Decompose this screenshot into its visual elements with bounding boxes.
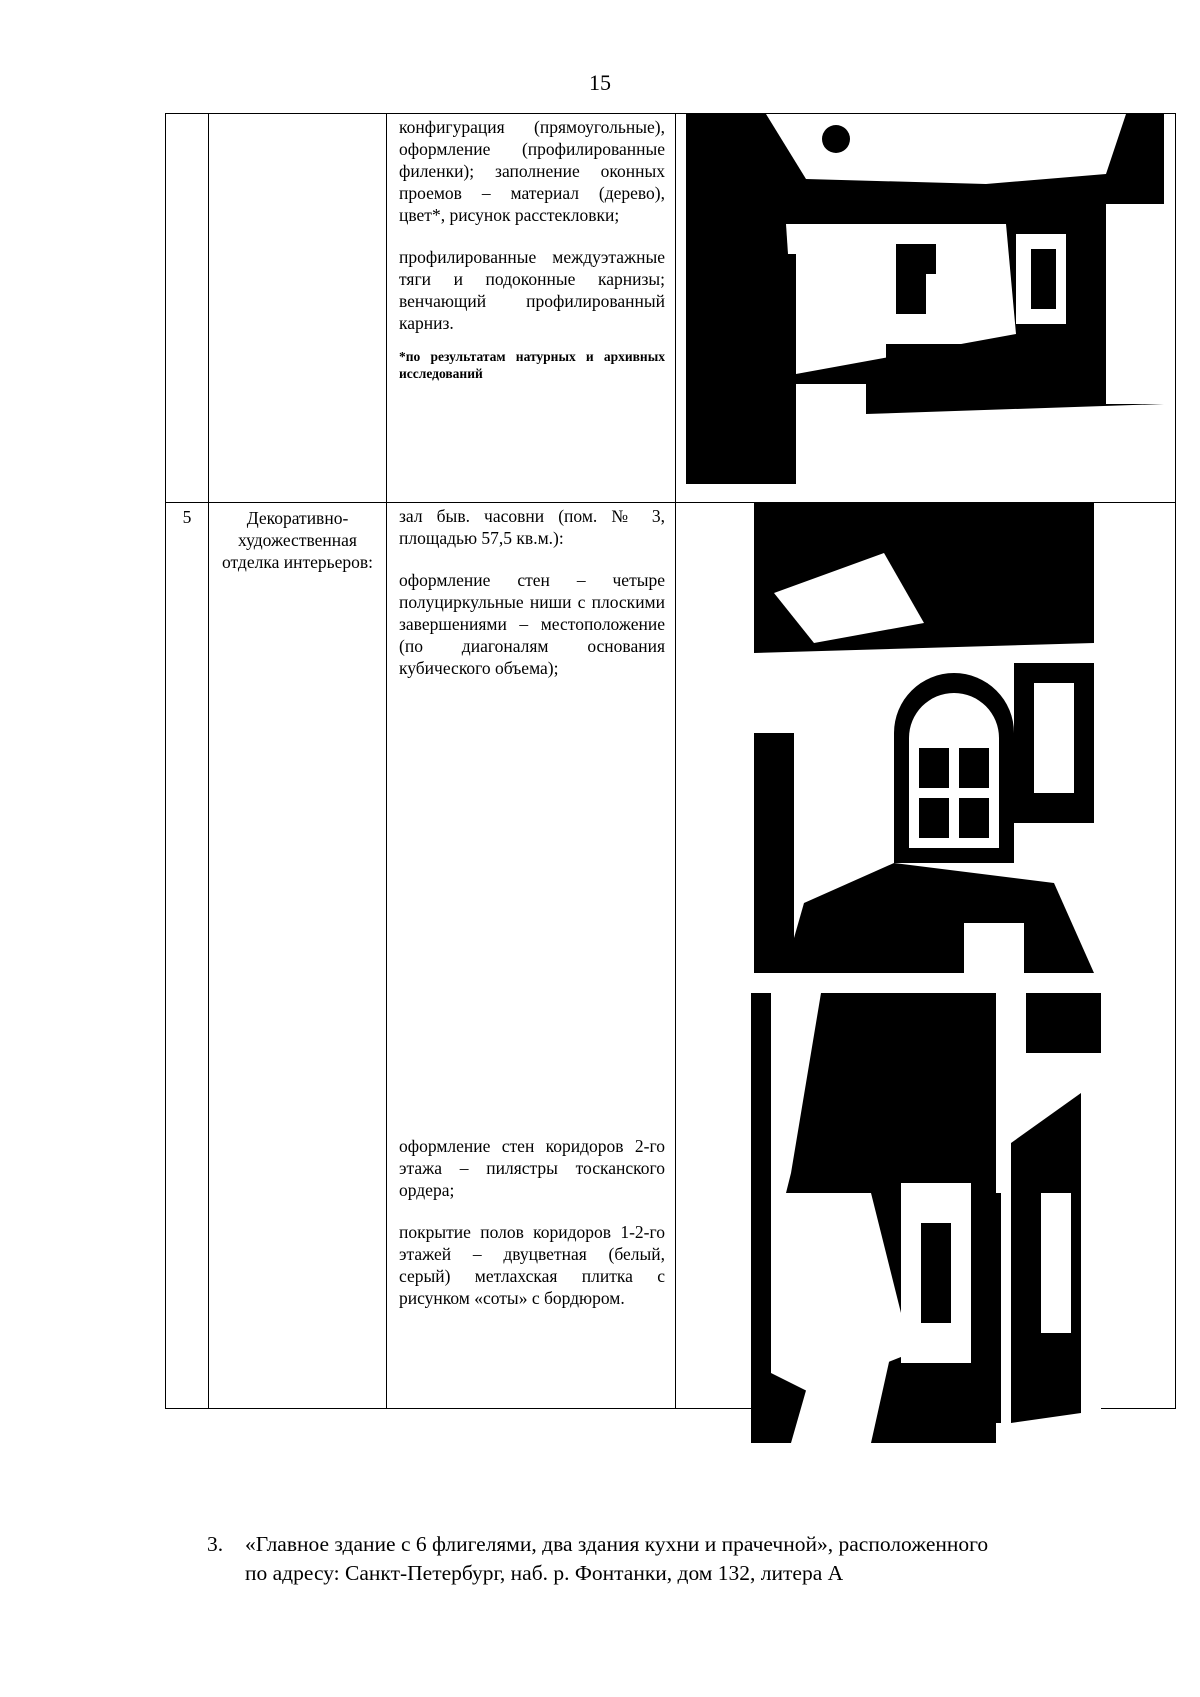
corridor-photo xyxy=(751,993,1101,1443)
cell-number: 5 xyxy=(166,503,209,1409)
cell-photos xyxy=(676,503,1176,1409)
chapel-hall-photo xyxy=(754,503,1094,973)
description-paragraph: оформление стен коридоров 2-го этажа – пилястры тосканского ордера; xyxy=(399,1136,665,1200)
protected-features-table xyxy=(165,113,1176,1409)
cell-name: Декоративно-художественная отделка интерьеров: xyxy=(209,503,387,1409)
footnote: *по результатам натурных и архивных исследований xyxy=(399,349,665,381)
description-paragraph: конфигурация (прямоугольные), оформление (профилированные филенки); заполнение оконных проемов – материал (дерево), цвет*, рисунок расстекловки; xyxy=(399,117,665,225)
description-paragraph: профилированные междуэтажные тяги и подоконные карнизы; венчающий профилированный карниз. xyxy=(399,247,665,333)
cell-description xyxy=(387,503,676,1409)
cell-photo xyxy=(676,114,1176,503)
section-heading-line: «Главное здание с 6 флигелями, два здания кухни и прачечной», расположенного xyxy=(245,1532,989,1556)
cell-number-empty xyxy=(166,114,209,503)
page-number: 15 xyxy=(589,70,611,95)
cell-name-empty xyxy=(209,114,387,503)
description-paragraph: зал быв. часовни (пом. № 3, площадью 57,5 кв.м.): xyxy=(399,506,665,548)
facade-interior-photo xyxy=(686,114,1164,484)
description-paragraph: покрытие полов коридоров 1-2-го этажей – двуцветная (белый, серый) метлахская плитка с рисунком «соты» с бордюром. xyxy=(399,1222,665,1308)
table-row-continued xyxy=(166,114,1176,503)
description-paragraph: оформление стен – четыре полуциркульные ниши с плоскими завершениями – местоположение (по диагоналям основания кубического объема); xyxy=(399,570,665,678)
table-row-5 xyxy=(166,503,1176,1409)
cell-description xyxy=(387,114,676,503)
section-number: 3. xyxy=(207,1532,224,1556)
section-heading xyxy=(207,1530,1107,1588)
section-heading-line: по адресу: Санкт-Петербург, наб. р. Фонтанки, дом 132, литера А xyxy=(245,1561,844,1585)
